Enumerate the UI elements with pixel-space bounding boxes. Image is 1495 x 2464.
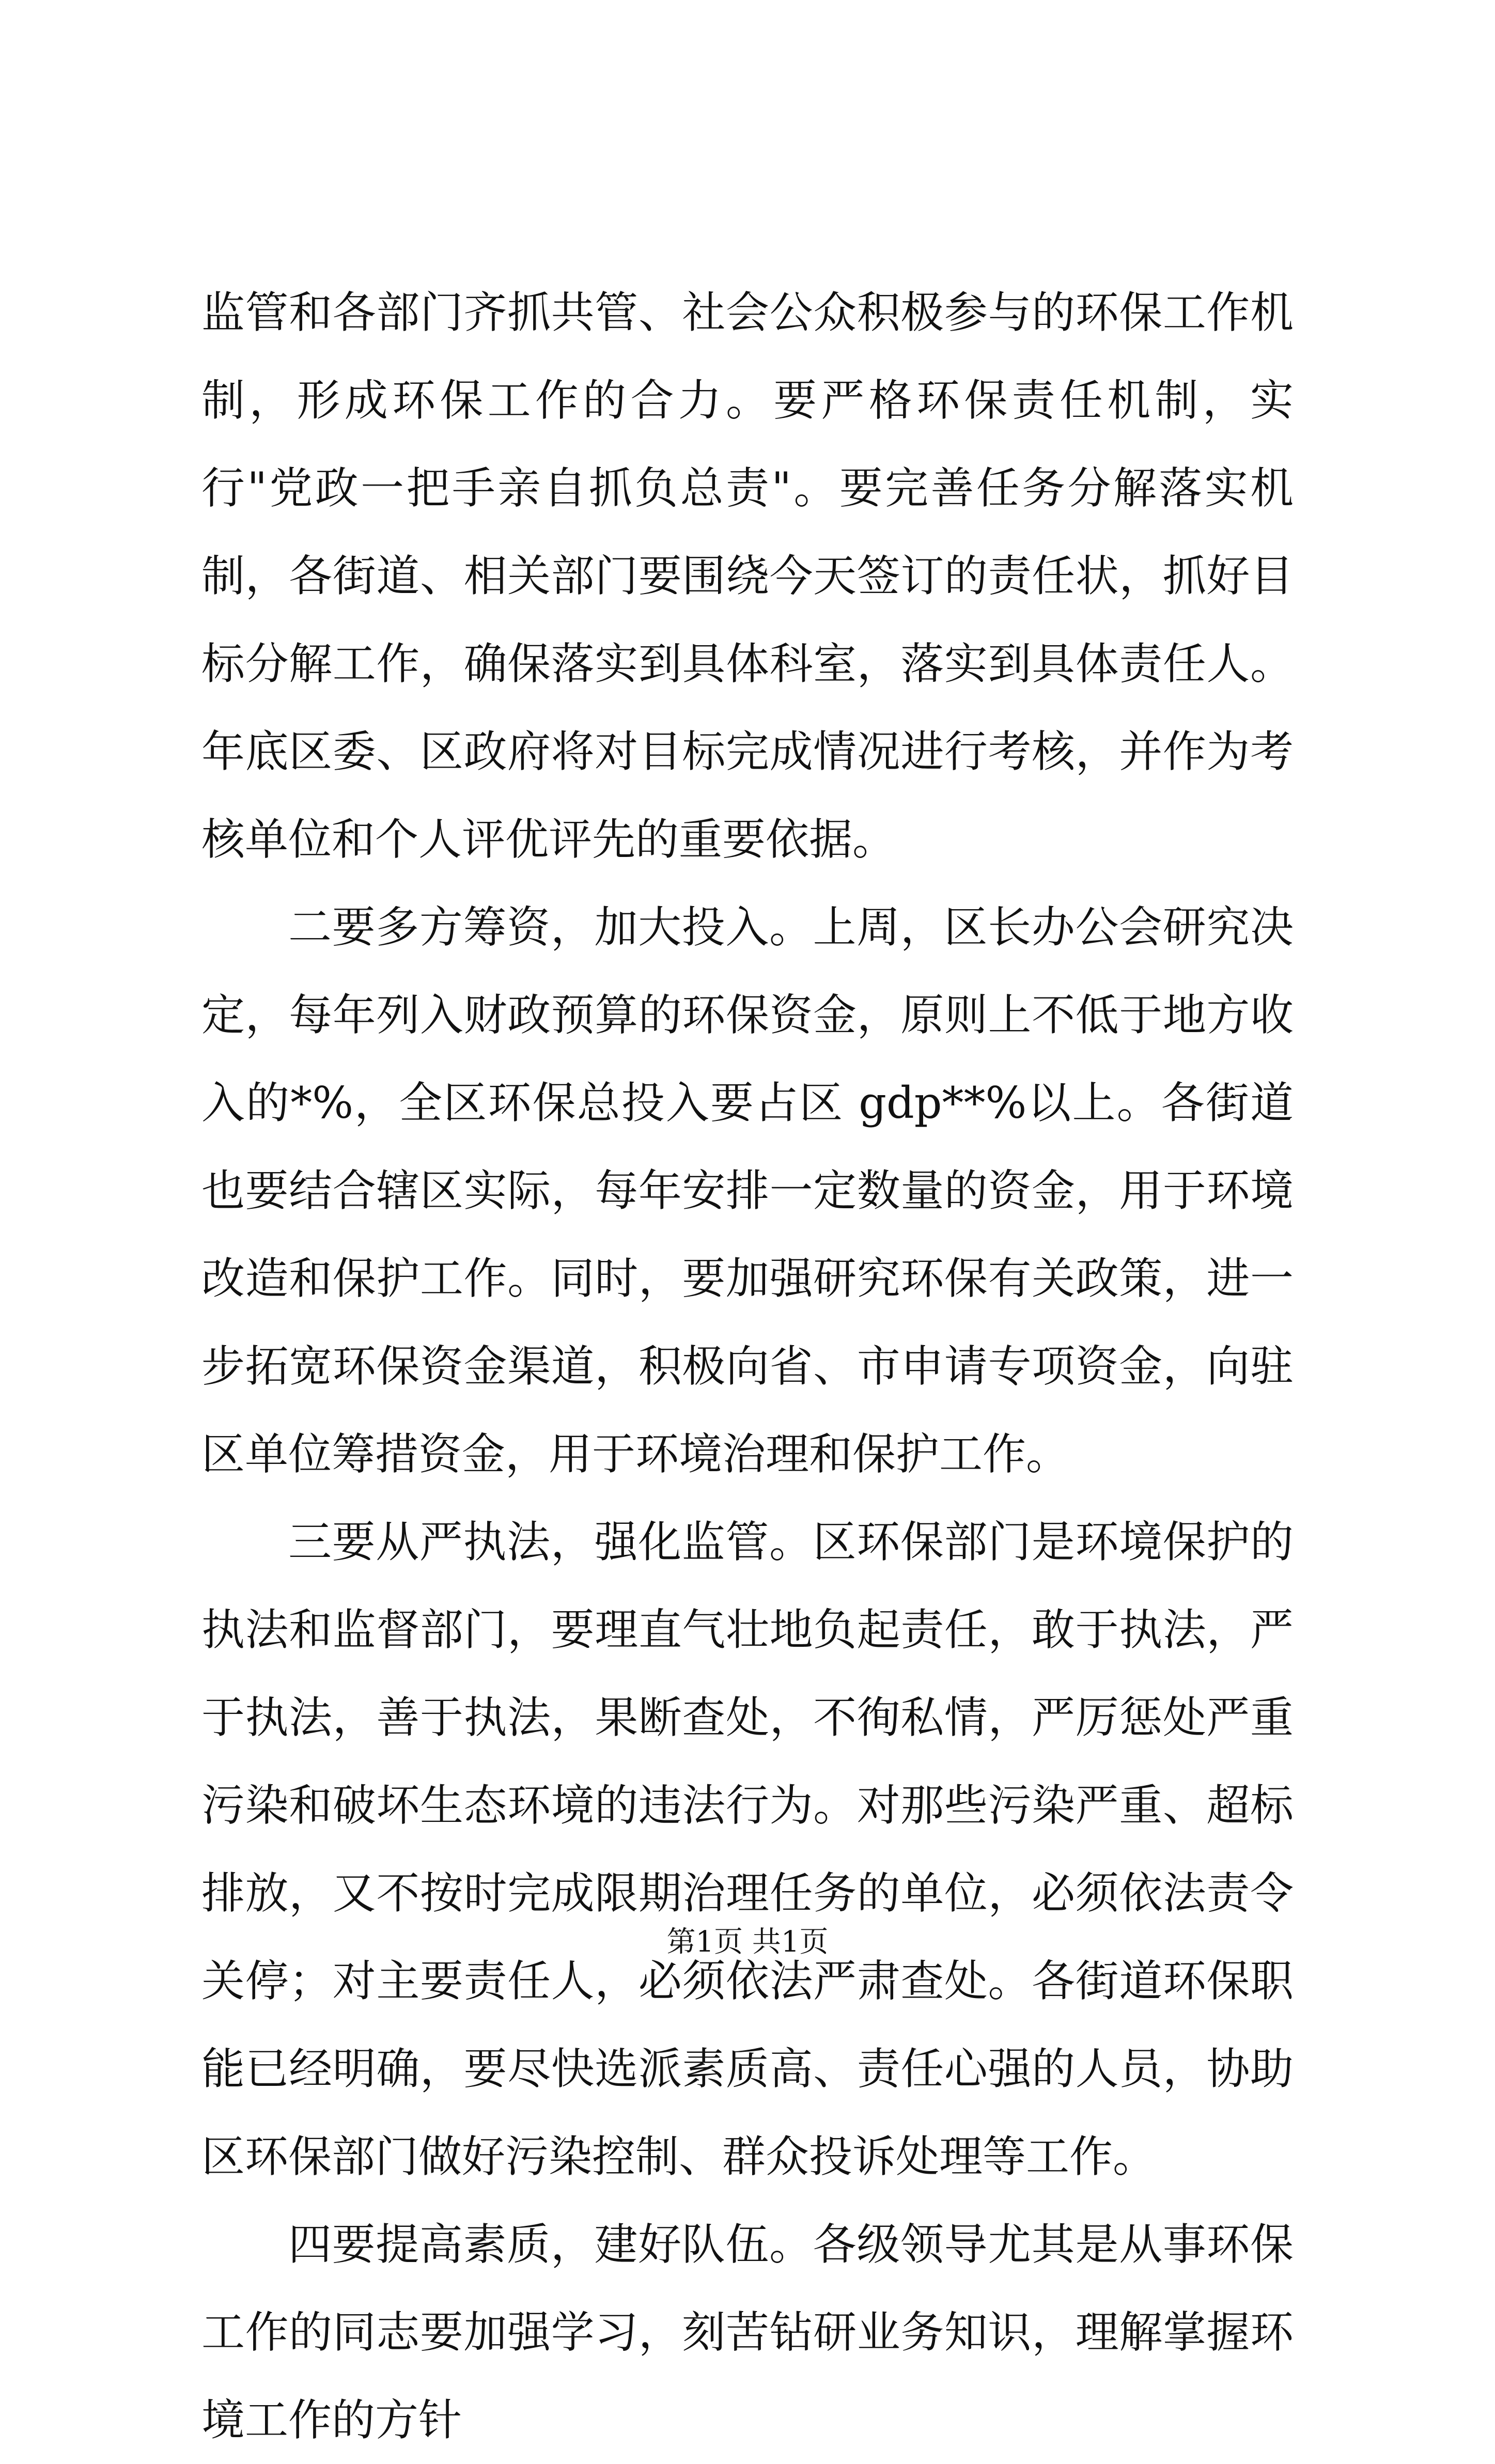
- paragraph-1: 监管和各部门齐抓共管、社会公众积极参与的环保工作机制，形成环保工作的合力。要严格环保责任机制，实行"党政一把手亲自抓负总责"。要完善任务分解落实机制，各街道、相关部门要围绕今天签订的责任状，抓好目标分解工作，确保落实到具体科室，落实到具体责任人。年底区委、区政府将对目标完成情况进行考核，并作为考核单位和个人评优评先的重要依据。: [201, 287, 1294, 865]
- page-footer: 第1页 共1页: [666, 1925, 829, 1959]
- paragraph-4: 四要提高素质，建好队伍。各级领导尤其是从事环保工作的同志要加强学习，刻苦钻研业务知识，理解掌握环境工作的方针: [201, 2219, 1294, 2445]
- document-body: [201, 269, 1294, 2464]
- paragraph-2: 二要多方筹资，加大投入。上周，区长办公会研究决定，每年列入财政预算的环保资金，原则上不低于地方收入的*%，全区环保总投入要占区 gdp**%以上。各街道也要结合辖区实际，每年安排一定数量的资金，用于环境改造和保护工作。同时，要加强研究环保有关政策，进一步拓宽环保资金渠道，积极向省、市申请专项资金，向驻区单位筹措资金，用于环境治理和保护工作。: [201, 902, 1294, 1479]
- paragraph-3: 三要从严执法，强化监管。区环保部门是环境保护的执法和监督部门，要理直气壮地负起责任，敢于执法，严于执法，善于执法，果断查处，不徇私情，严厉惩处严重污染和破坏生态环境的违法行为。对那些污染严重、超标排放，又不按时完成限期治理任务的单位，必须依法责令关停；对主要责任人，必须依法严肃查处。各街道环保职能已经明确，要尽快选派素质高、责任心强的人员，协助区环保部门做好污染控制、群众投诉处理等工作。: [201, 1517, 1294, 2182]
